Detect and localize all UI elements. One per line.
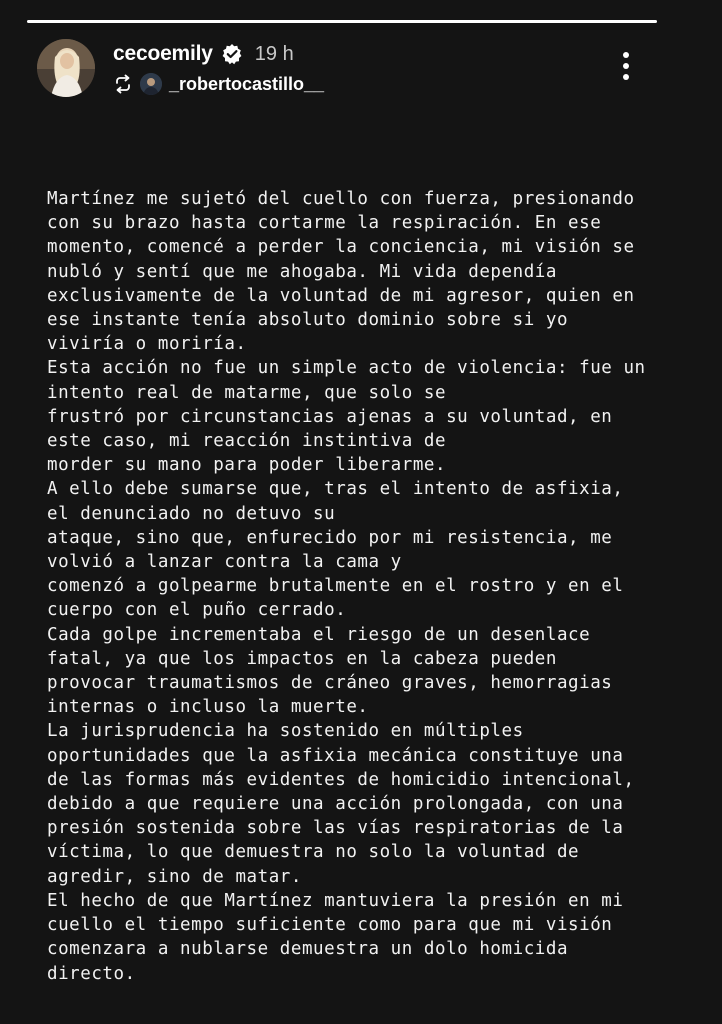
- story-header: [0, 0, 722, 110]
- text-line: víctima, lo que demuestra no solo la voluntad de: [47, 842, 580, 863]
- text-line: el denunciado no detuvo su: [47, 503, 336, 524]
- text-line: exclusivamente de la voluntad de mi agresor, quien en: [47, 285, 635, 306]
- username[interactable]: cecoemily: [113, 42, 213, 65]
- text-line: nubló y sentí que me ahogaba. Mi vida dependía: [47, 261, 557, 282]
- text-line: este caso, mi reacción instintiva de: [47, 431, 447, 452]
- text-line: directo.: [47, 963, 136, 984]
- username-row: [113, 40, 294, 68]
- reposted-username[interactable]: _robertocastillo__: [169, 73, 325, 94]
- text-line: oportunidades que la asfixia mecánica constituye una: [47, 745, 624, 766]
- text-line: presión sostenida sobre las vías respiratorias de la: [47, 818, 624, 839]
- text-line: fatal, ya que los impactos en la cabeza pueden: [47, 648, 557, 669]
- profile-avatar[interactable]: [37, 39, 95, 97]
- text-line: debido a que requiere una acción prolongada, con una: [47, 794, 624, 815]
- text-line: momento, comencé a perder la conciencia, mi visión se: [47, 237, 635, 258]
- text-line: internas o incluso la muerte.: [47, 697, 369, 718]
- avatar-photo: [37, 39, 95, 97]
- text-line: intento real de matarme, que solo se: [47, 382, 447, 403]
- repost-attribution[interactable]: [113, 72, 324, 96]
- text-line: con su brazo hasta cortarme la respiración. En ese: [47, 213, 602, 234]
- text-line: cuello el tiempo suficiente como para que mi visión: [47, 915, 613, 936]
- text-line: frustró por circunstancias ajenas a su voluntad, en: [47, 406, 613, 427]
- reposted-user-avatar[interactable]: [140, 73, 162, 95]
- text-line: comenzó a golpearme brutalmente en el rostro y en el: [47, 576, 624, 597]
- text-line: morder su mano para poder liberarme.: [47, 455, 447, 476]
- text-line: viviría o moriría.: [47, 334, 247, 355]
- text-line: A ello debe sumarse que, tras el intento de asfixia,: [47, 479, 624, 500]
- text-line: comenzara a nublarse demuestra un dolo homicida: [47, 939, 569, 960]
- text-line: de las formas más evidentes de homicidio intencional,: [47, 769, 635, 790]
- text-line: cuerpo con el puño cerrado.: [47, 600, 347, 621]
- more-options-icon[interactable]: [612, 48, 640, 84]
- text-line: volvió a lanzar contra la cama y: [47, 552, 402, 573]
- text-line: Cada golpe incrementaba el riesgo de un desenlace: [47, 624, 591, 645]
- story-text-content: [47, 187, 687, 986]
- verified-badge-icon: [221, 43, 243, 65]
- text-line: La jurisprudencia ha sostenido en múltiples: [47, 721, 524, 742]
- text-line: agredir, sino de matar.: [47, 866, 302, 887]
- text-line: Martínez me sujetó del cuello con fuerza, presionando: [47, 189, 635, 209]
- text-line: ese instante tenía absoluto dominio sobre si yo: [47, 310, 569, 331]
- text-line: ataque, sino que, enfurecido por mi resistencia, me: [47, 527, 613, 548]
- text-line: El hecho de que Martínez mantuviera la presión en mi: [47, 890, 624, 911]
- text-line: Esta acción no fue un simple acto de violencia: fue un: [47, 358, 646, 379]
- post-time: 19 h: [254, 42, 294, 65]
- text-line: provocar traumatismos de cráneo graves, hemorragias: [47, 673, 613, 694]
- repost-icon: [113, 74, 133, 94]
